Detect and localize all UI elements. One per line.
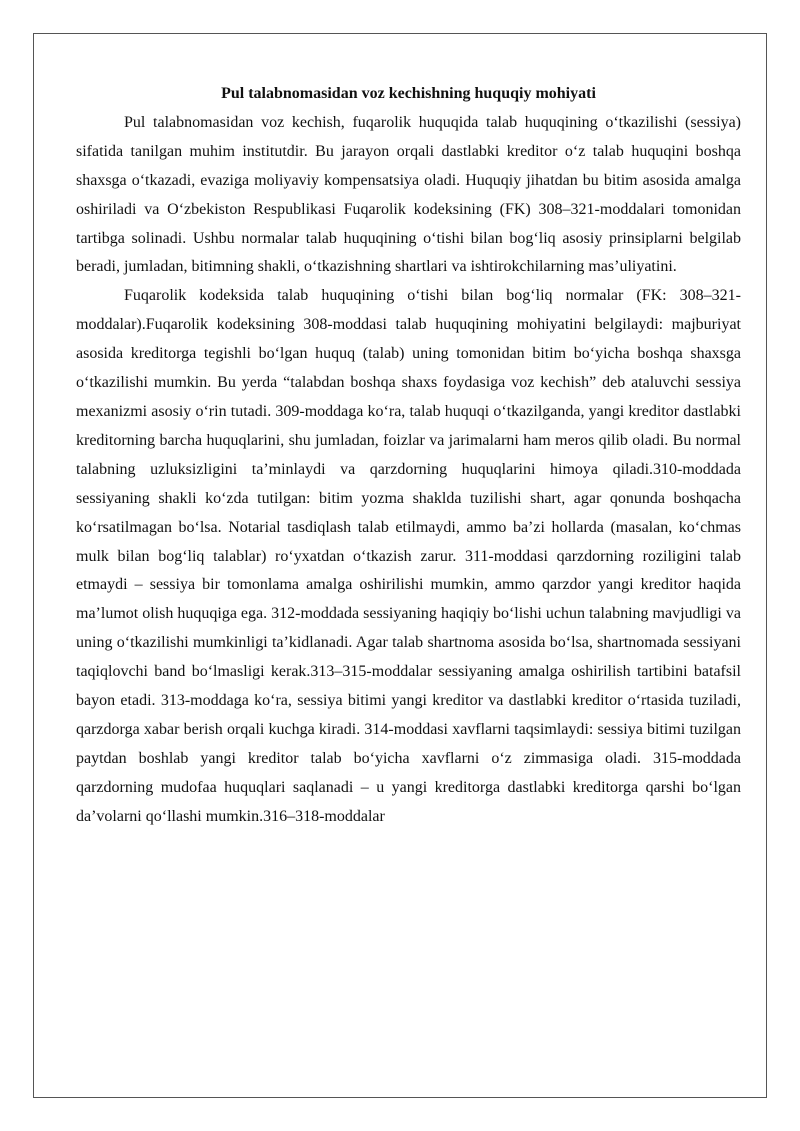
document-title: Pul talabnomasidan voz kechishning huquqiy mohiyati: [221, 85, 596, 102]
page-border: [33, 33, 767, 1098]
paragraph-civil-code-norms: Fuqarolik kodeksida talab huquqining o‘tishi bilan bog‘liq normalar (FK: 308–321-moddalar).Fuqarolik kodeksining 308-moddasi talab huquqining mohiyatini belgilaydi: majburiyat asosida kreditorga tegishli bo‘lgan huquq (talab) uning tomonidan bitim bo‘yicha boshqa shaxsga o‘tkazilishi mumkin. Bu yerda “talabdan boshqa shaxs foydasiga voz kechish” deb ataluvchi sessiya mexanizmi asosiy o‘rin tutadi. 309-moddaga ko‘ra, talab huquqi o‘tkazilganda, yangi kreditor dastlabki kreditorning barcha huquqlarini, shu jumladan, foizlar va jarimalarni ham meros qilib oladi. Bu normal talabning uzluksizligini ta’minlaydi va qarzdorning huquqlarini himoya qiladi.310-moddada sessiyaning shakli ko‘zda tutilgan: bitim yozma shaklda tuzilishi shart, agar qonunda boshqacha ko‘rsatilmagan bo‘lsa. Notarial tasdiqlash talab etilmaydi, ammo ba’zi hollarda (masalan, ko‘chmas mulk bilan bog‘liq talablar) ro‘yxatdan o‘tkazish zarur. 311-moddasi qarzdorning roziligini talab etmaydi – sessiya bir tomonlama amalga oshirilishi mumkin, ammo qarzdor yangi kreditor haqida ma’lumot olish huquqiga ega. 312-moddada sessiyaning haqiqiy bo‘lishi uchun talabning mavjudligi va uning o‘tkazilishi mumkinligi ta’kidlanadi. Agar talab shartnoma asosida bo‘lsa, shartnomada sessiyani taqiqlovchi band bo‘lmasligi kerak.313–315-moddalar sessiyaning amalga oshirilish tartibini batafsil bayon etadi. 313-moddaga ko‘ra, sessiya bitimi yangi kreditor va dastlabki kreditor o‘rtasida tuziladi, qarzdorga xabar berish orqali kuchga kiradi. 314-moddasi xavflarni taqsimlaydi: sessiya bitimi tuzilgan paytdan boshlab yangi kreditor talab bo‘yicha xavflarni o‘z zimmasiga oladi. 315-moddada qarzdorning mudofaa huquqlari saqlanadi – u yangi kreditorga dastlabki kreditorga qarshi bo‘lgan da’volarni qo‘llashi mumkin.316–318-moddalar: [76, 287, 741, 825]
document-body: [76, 80, 741, 832]
paragraph-intro: Pul talabnomasidan voz kechish, fuqarolik huquqida talab huquqining o‘tkazilishi (sessiya) sifatida tanilgan muhim institutdir. Bu jarayon orqali dastlabki kreditor o‘z talab huquqini boshqa shaxsga o‘tkazadi, evaziga moliyaviy kompensatsiya oladi. Huquqiy jihatdan bu bitim asosida amalga oshiriladi va O‘zbekiston Respublikasi Fuqarolik kodeksining (FK) 308–321-moddalari tomonidan tartibga solinadi. Ushbu normalar talab huquqining o‘tishi bilan bog‘liq asosiy prinsiplarni belgilab beradi, jumladan, bitimning shakli, o‘tkazishning shartlari va ishtirokchilarning mas’uliyatini.: [76, 113, 741, 276]
